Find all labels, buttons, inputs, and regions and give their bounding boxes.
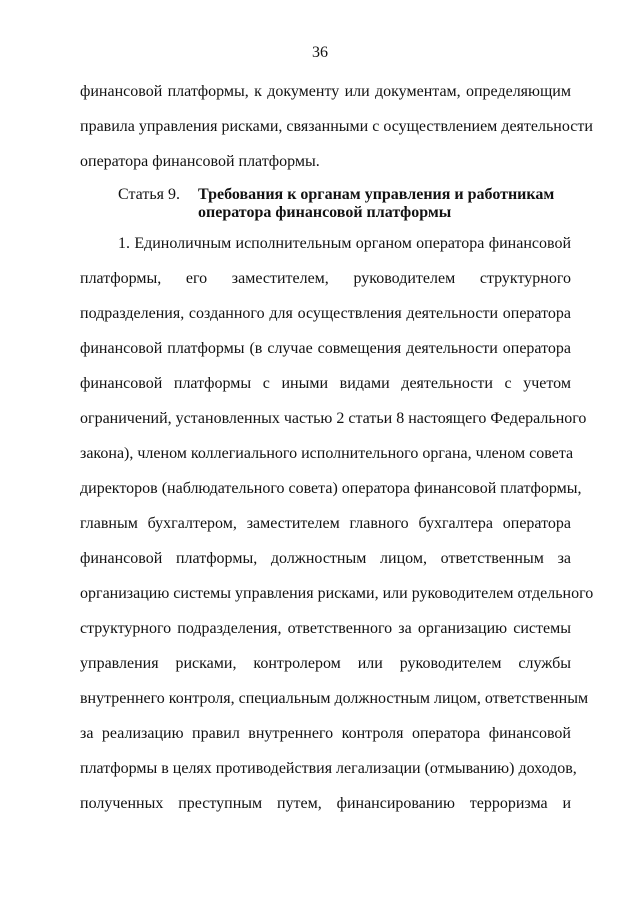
paragraph-line: главным бухгалтером, заместителем главного бухгалтера оператора: [80, 515, 571, 532]
paragraph-line: платформы, его заместителем, руководителем структурного: [80, 270, 571, 287]
paragraph-line: закона), членом коллегиального исполнительного органа, членом совета: [80, 445, 574, 462]
paragraph-line: директоров (наблюдательного совета) оператора финансовой платформы,: [80, 480, 582, 497]
paragraph-line: финансовой платформы (в случае совмещения деятельности оператора: [80, 340, 571, 357]
article-title-line: оператора финансовой платформы: [198, 204, 452, 221]
article-label: Статья 9.: [118, 186, 180, 203]
paragraph-line: за реализацию правил внутреннего контроля оператора финансовой: [80, 725, 571, 742]
paragraph-line: финансовой платформы с иными видами деятельности с учетом: [80, 375, 571, 392]
paragraph-line: 1. Единоличным исполнительным органом оператора финансовой: [118, 235, 571, 252]
intro-line: оператора финансовой платформы.: [80, 153, 320, 170]
article-title-line: Требования к органам управления и работникам: [198, 186, 555, 203]
paragraph-line: подразделения, созданного для осуществления деятельности оператора: [80, 305, 571, 322]
intro-line: финансовой платформы, к документу или документам, определяющим: [80, 83, 571, 100]
article-title: [198, 186, 558, 222]
paragraph-line: внутреннего контроля, специальным должностным лицом, ответственным: [80, 690, 589, 707]
page-number: 36: [312, 44, 328, 61]
paragraph-line: организацию системы управления рисками, или руководителем отдельного: [80, 585, 594, 602]
intro-line: правила управления рисками, связанными с осуществлением деятельности: [80, 118, 593, 135]
paragraph-line: управления рисками, контролером или руководителем службы: [80, 655, 571, 672]
paragraph-line: ограничений, установленных частью 2 статьи 8 настоящего Федерального: [80, 410, 587, 427]
paragraph-line: структурного подразделения, ответственного за организацию системы: [80, 620, 571, 637]
paragraph-line: полученных преступным путем, финансированию терроризма и: [80, 795, 571, 812]
intro-text: [80, 82, 593, 187]
paragraph-line: платформы в целях противодействия легализации (отмыванию) доходов,: [80, 760, 577, 777]
paragraph-1: [80, 234, 594, 829]
paragraph-line: финансовой платформы, должностным лицом, ответственным за: [80, 550, 571, 567]
